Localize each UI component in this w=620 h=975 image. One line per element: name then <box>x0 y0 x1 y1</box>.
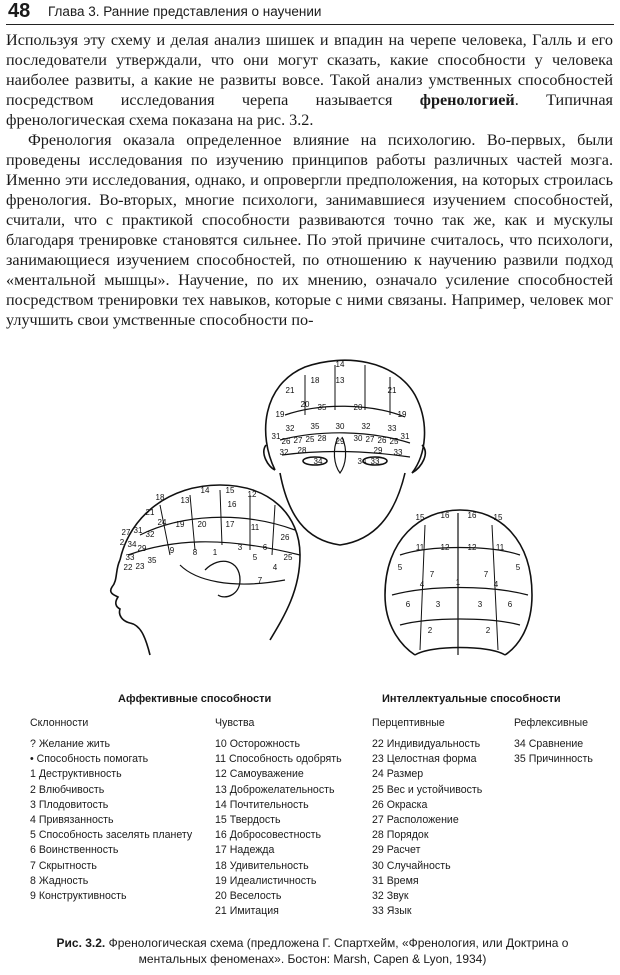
legend-item: 3 Плодовитость <box>30 798 109 811</box>
front-region-number: 33 <box>393 448 403 457</box>
side-region-number: 20 <box>197 520 207 529</box>
inclinations-column <box>30 717 192 904</box>
column-heading: Рефлексивные <box>514 717 589 729</box>
legend-item: 16 Добросовестность <box>215 829 322 842</box>
side-region-number: 6 <box>262 543 268 552</box>
legend-item: 24 Размер <box>372 768 424 781</box>
legend-item: 32 Звук <box>372 889 409 902</box>
front-region-number: 32 <box>279 448 289 457</box>
back-region-number: 3 <box>435 600 441 609</box>
legend-item: 7 Скрытность <box>30 859 97 872</box>
back-region-number: 5 <box>397 563 403 572</box>
back-region-number: 11 <box>415 543 425 552</box>
back-region-number: 7 <box>483 570 489 579</box>
legend-item: 9 Конструктивность <box>30 889 127 902</box>
side-region-number: 12 <box>247 490 257 499</box>
back-region-number: 4 <box>493 580 499 589</box>
key-term: френологией <box>419 91 515 109</box>
side-region-number: 35 <box>147 556 157 565</box>
legend-item: 14 Почтительность <box>215 798 309 811</box>
phrenology-heads-illustration <box>100 355 540 685</box>
back-region-number: 1 <box>455 578 461 587</box>
legend-item: 33 Язык <box>372 905 412 918</box>
front-region-number: 31 <box>400 432 410 441</box>
back-region-number: 2 <box>485 626 491 635</box>
legend-item: 4 Привязанность <box>30 813 114 826</box>
side-region-number: 27 <box>121 528 131 537</box>
front-region-number: 29 <box>335 437 345 446</box>
paragraph-1 <box>6 30 613 130</box>
back-region-number: 6 <box>507 600 513 609</box>
front-region-number: 32 <box>361 422 371 431</box>
back-region-number: 15 <box>493 513 503 522</box>
front-region-number: 19 <box>275 410 285 419</box>
front-region-number: 26 <box>377 436 387 445</box>
side-region-number: 13 <box>180 496 190 505</box>
side-region-number: 21 <box>145 508 155 517</box>
intellectual-title: Интеллектуальные способности <box>382 693 561 705</box>
legend-item: 29 Расчет <box>372 844 421 857</box>
legend-item: 19 Идеалистичность <box>215 874 317 887</box>
side-region-number: 8 <box>192 548 198 557</box>
front-region-number: 28 <box>297 446 307 455</box>
legend-item: 10 Осторожность <box>215 738 301 750</box>
side-region-number: 5 <box>252 553 258 562</box>
front-region-number: 21 <box>387 386 397 395</box>
front-region-number: 26 <box>281 437 291 446</box>
side-region-number: 25 <box>283 553 293 562</box>
figure-caption <box>30 935 595 967</box>
back-region-number: 3 <box>477 600 483 609</box>
front-region-number: 34 <box>357 457 367 466</box>
back-region-number: 16 <box>467 511 477 520</box>
legend-item: 11 Способность одобрять <box>215 753 342 766</box>
back-region-number: 5 <box>515 563 521 572</box>
side-region-number: 34 <box>127 540 137 549</box>
back-region-number: 11 <box>495 543 505 552</box>
running-head: Глава 3. Ранние представления о научении <box>48 4 322 19</box>
side-region-number: 11 <box>250 523 260 532</box>
back-region-number: 15 <box>415 513 425 522</box>
paragraph-2: Френология оказала определенное влияние на психологию. Во-первых, были проведены исследования по изучению принципов работы различных частей мозга. Именно эти исследования, однако, и опровергли предположения, на которых строилась френология. Во-вторых, многие психологи, занимавшиеся изучением способностей, считали, что с практикой способности развиваются точно так же, как и мускулы благодаря тренировке становятся сильнее. По этой причине считалось, что психологи, занимающиеся изучением способностей, по отношению к научению развили подход «ментальной мышцы». Научение, по их мнению, означало усиление способностей посредством тренировки тех навыков, которые с ними связаны. Например, человек мог улучшить свои умственные способности по- <box>6 131 613 329</box>
front-region-number: 20 <box>300 400 310 409</box>
front-region-number: 20 <box>353 403 363 412</box>
legend-item: ? Желание жить <box>30 738 111 750</box>
side-region-number: 19 <box>175 520 185 529</box>
caption-label: Рис. 3.2. <box>56 936 106 950</box>
side-region-number: 2 <box>119 538 125 547</box>
legend-item: 12 Самоуважение <box>215 768 304 781</box>
legend-item: 30 Случайность <box>372 859 451 872</box>
column-heading: Чувства <box>215 717 255 729</box>
feelings-column <box>215 717 342 919</box>
phrenology-figure <box>100 355 540 685</box>
back-region-number: 7 <box>429 570 435 579</box>
side-region-number: 32 <box>145 530 155 539</box>
front-region-number: 31 <box>271 432 281 441</box>
region-numbers <box>120 360 521 635</box>
back-region-number: 12 <box>467 543 477 552</box>
side-region-number: 33 <box>125 553 135 562</box>
side-region-number: 4 <box>272 563 278 572</box>
front-region-number: 29 <box>373 446 383 455</box>
front-region-number: 21 <box>285 386 295 395</box>
legend-item: 8 Жадность <box>30 874 89 887</box>
front-region-number: 18 <box>310 376 320 385</box>
legend-item: 26 Окраска <box>372 798 428 811</box>
legend-item: 18 Удивительность <box>215 859 309 872</box>
page-number: 48 <box>8 0 31 22</box>
affective-title: Аффективные способности <box>118 693 272 705</box>
side-region-number: 1 <box>212 548 218 557</box>
side-region-number: 9 <box>169 546 175 555</box>
front-region-number: 30 <box>335 422 345 431</box>
legend-item: 15 Твердость <box>215 813 281 826</box>
legend-item: 27 Расположение <box>372 813 459 826</box>
back-region-number: 2 <box>427 626 433 635</box>
back-region-number: 16 <box>440 511 450 520</box>
legend-item: • Способность помогать <box>30 753 149 766</box>
front-region-number: 14 <box>335 360 345 369</box>
legend-item: 21 Имитация <box>215 905 279 918</box>
front-region-number: 35 <box>317 403 327 412</box>
legend-item: 2 Влюбчивость <box>30 783 105 796</box>
legend-item: 31 Время <box>372 874 419 887</box>
legend-item: 20 Веселость <box>215 889 282 902</box>
back-region-number: 6 <box>405 600 411 609</box>
front-region-number: 33 <box>387 424 397 433</box>
legend-item: 35 Причинность <box>514 753 593 766</box>
perceptive-column <box>372 717 482 919</box>
column-heading: Склонности <box>30 717 89 729</box>
paragraph-1-text-a: Используя эту схему и делая анализ шишек и впадин на черепе человека, Галль и его последователи утверждали, что они могут сказать, какие способности у человека наиболее развиты, а какие не развиты вовсе. Такой анализ умственных способностей посредством исследования черепа называется <box>6 31 613 109</box>
back-region-number: 12 <box>440 543 450 552</box>
front-region-number: 34 <box>313 457 323 466</box>
paragraph-1-text-b: . Типичная френологическая схема показана на рис. 3.2. <box>6 91 613 129</box>
front-region-number: 27 <box>293 436 303 445</box>
front-region-number: 28 <box>317 434 327 443</box>
legend-item: 25 Вес и устойчивость <box>372 783 483 796</box>
front-region-number: 25 <box>389 437 399 446</box>
front-region-number: 25 <box>305 435 315 444</box>
side-region-number: 18 <box>155 493 165 502</box>
legend-item: 17 Надежда <box>215 844 275 857</box>
side-region-number: 24 <box>157 518 167 527</box>
side-region-number: 7 <box>257 576 263 585</box>
front-region-number: 33 <box>370 457 380 466</box>
legend-item: 23 Целостная форма <box>372 753 477 766</box>
page-header <box>6 2 614 25</box>
legend-item: 28 Порядок <box>372 829 429 842</box>
front-region-number: 30 <box>353 434 363 443</box>
legend-item: 22 Индивидуальность <box>372 738 481 750</box>
back-region-number: 4 <box>419 580 425 589</box>
legend-item: 13 Доброжелательность <box>215 783 335 796</box>
side-region-number: 15 <box>225 486 235 495</box>
legend-item: 1 Деструктивность <box>30 768 122 781</box>
front-region-number: 32 <box>285 424 295 433</box>
front-region-number: 19 <box>397 410 407 419</box>
caption-text: Френологическая схема (предложена Г. Спартхейм, «Френология, или Доктрина о ментальных феноменах». Бостон: Marsh, Capen & Lyon, 1934) <box>108 936 569 966</box>
column-heading: Перцептивные <box>372 717 445 729</box>
side-region-number: 3 <box>237 543 243 552</box>
side-region-number: 17 <box>225 520 235 529</box>
side-region-number: 14 <box>200 486 210 495</box>
body-text <box>6 30 613 330</box>
reflexive-column <box>514 717 593 767</box>
legend-item: 34 Сравнение <box>514 738 584 750</box>
side-region-number: 26 <box>280 533 290 542</box>
front-region-number: 35 <box>310 422 320 431</box>
side-region-number: 22 <box>123 563 133 572</box>
legend-item: 6 Воинственность <box>30 844 119 857</box>
side-region-number: 29 <box>137 544 147 553</box>
side-region-number: 23 <box>135 562 145 571</box>
side-region-number: 16 <box>227 500 237 509</box>
front-region-number: 27 <box>365 435 375 444</box>
side-region-number: 31 <box>133 526 143 535</box>
legend-item: 5 Способность заселять планету <box>30 829 193 842</box>
front-region-number: 13 <box>335 376 345 385</box>
